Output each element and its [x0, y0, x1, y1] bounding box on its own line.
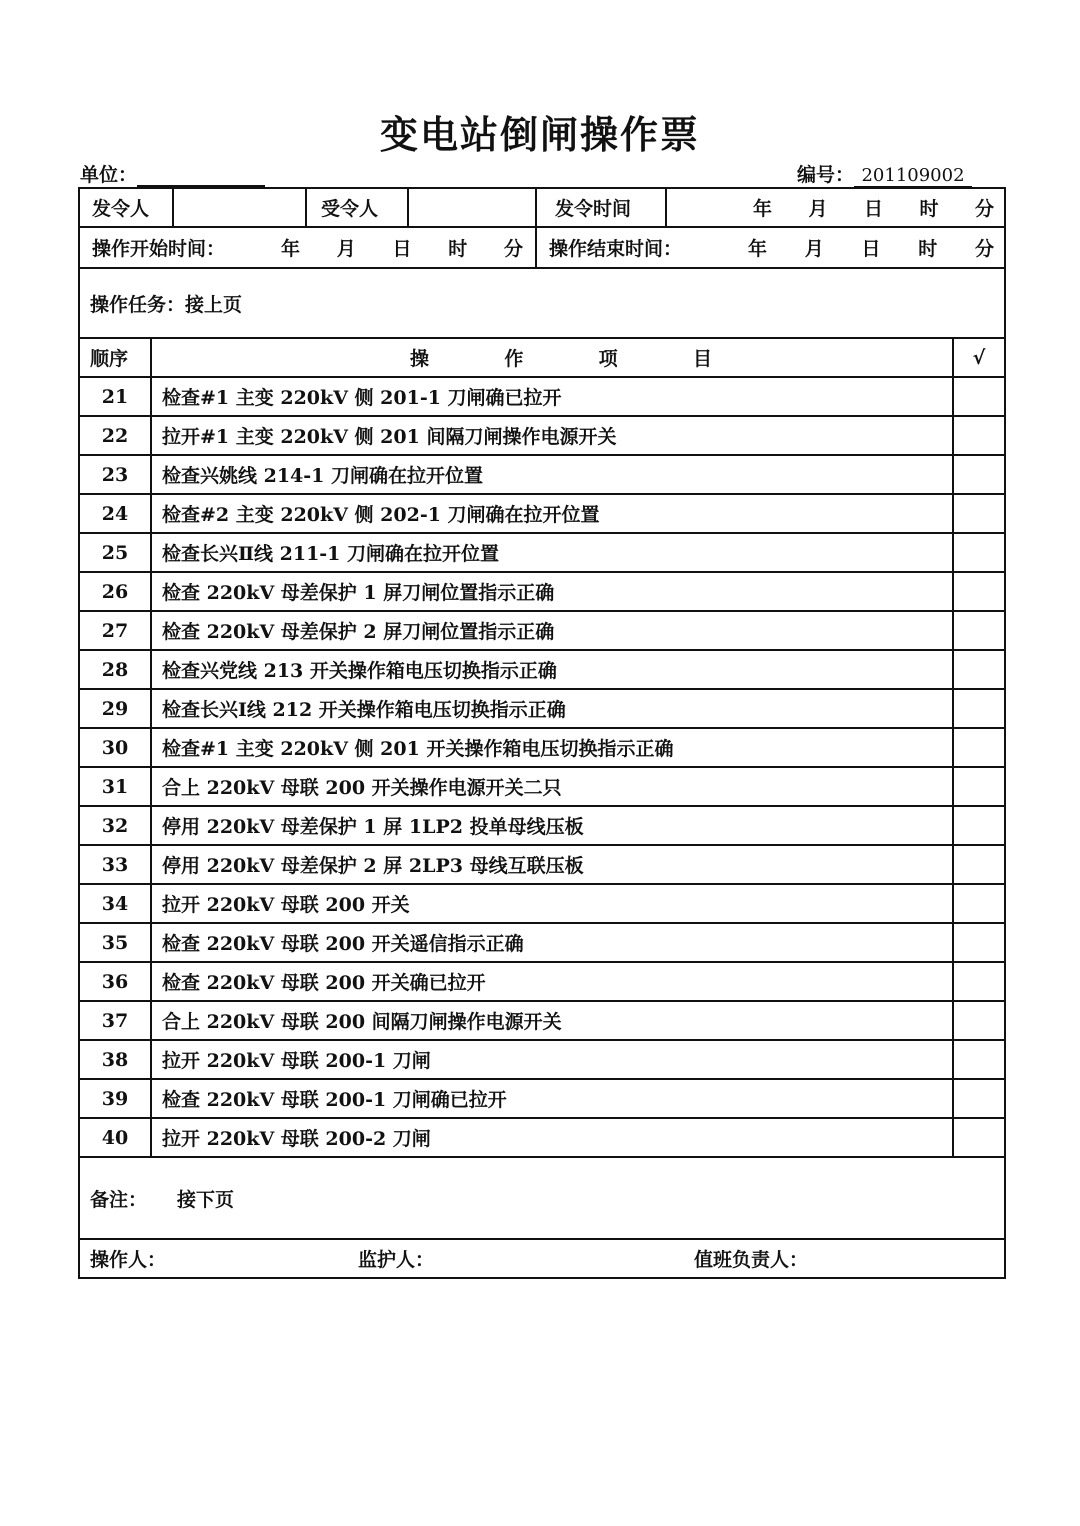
row-seq: 31 [79, 767, 151, 806]
row-seq: 25 [79, 533, 151, 572]
table-row [79, 1040, 1005, 1079]
year-unit: 年 [753, 198, 773, 220]
table-row [79, 728, 1005, 767]
row-check-box[interactable] [953, 1001, 1005, 1040]
row-item-text: 检查 220kV 母差保护 1 屏刀闸位置指示正确 [151, 572, 953, 611]
row-seq: 23 [79, 455, 151, 494]
unit-label: 单位： [80, 164, 138, 186]
row-item-text: 检查 220kV 母联 200 开关遥信指示正确 [151, 923, 953, 962]
row-check-box[interactable] [953, 884, 1005, 923]
day-unit: 日 [392, 238, 412, 260]
row-item-text: 合上 220kV 母联 200 间隔刀闸操作电源开关 [151, 1001, 953, 1040]
row-seq: 39 [79, 1079, 151, 1118]
time-row [80, 228, 1006, 267]
issuer-label: 发令人 [80, 189, 173, 226]
row-item-text: 检查 220kV 母差保护 2 屏刀闸位置指示正确 [151, 611, 953, 650]
table-row [79, 650, 1005, 689]
page-title: 变电站倒闸操作票 [379, 113, 700, 157]
row-check-box[interactable] [953, 455, 1005, 494]
row-check-box[interactable] [953, 1118, 1005, 1157]
duty-head-label: 值班负责人： [694, 1249, 809, 1271]
row-item-text: 拉开 220kV 母联 200 开关 [151, 884, 953, 923]
item-header-char: 操 [410, 348, 430, 370]
row-seq: 27 [79, 611, 151, 650]
row-check-box[interactable] [953, 494, 1005, 533]
table-row [79, 806, 1005, 845]
row-check-box[interactable] [953, 767, 1005, 806]
row-seq: 35 [79, 923, 151, 962]
table-row [79, 767, 1005, 806]
table-row [79, 533, 1005, 572]
row-check-box[interactable] [953, 845, 1005, 884]
row-item-text: 检查#1 主变 220kV 侧 201 开关操作箱电压切换指示正确 [151, 728, 953, 767]
table-row [79, 962, 1005, 1001]
table-row [79, 377, 1005, 416]
row-item-text: 合上 220kV 母联 200 开关操作电源开关二只 [151, 767, 953, 806]
month-unit: 月 [804, 238, 824, 260]
signature-row [79, 1239, 1005, 1278]
end-time-label: 操作结束时间： [549, 238, 683, 260]
row-seq: 30 [79, 728, 151, 767]
row-check-box[interactable] [953, 1040, 1005, 1079]
table-row [79, 494, 1005, 533]
check-header: √ [953, 338, 1005, 377]
table-row [79, 1079, 1005, 1118]
table-row [79, 689, 1005, 728]
item-header-char: 作 [504, 348, 524, 370]
month-unit: 月 [808, 198, 828, 220]
issue-time-label: 发令时间 [536, 189, 666, 226]
hour-unit: 时 [919, 198, 939, 220]
number-label: 编号： [797, 164, 855, 186]
table-row [79, 416, 1005, 455]
receiver-label: 受令人 [306, 189, 408, 226]
row-seq: 40 [79, 1118, 151, 1157]
day-unit: 日 [861, 238, 881, 260]
month-unit: 月 [336, 238, 356, 260]
row-item-text: 检查#1 主变 220kV 侧 201-1 刀闸确已拉开 [151, 377, 953, 416]
row-item-text: 拉开 220kV 母联 200-2 刀闸 [151, 1118, 953, 1157]
row-check-box[interactable] [953, 377, 1005, 416]
row-check-box[interactable] [953, 650, 1005, 689]
row-item-text: 检查 220kV 母联 200-1 刀闸确已拉开 [151, 1079, 953, 1118]
day-unit: 日 [863, 198, 883, 220]
row-seq: 21 [79, 377, 151, 416]
task-value: 接上页 [185, 293, 243, 316]
item-header-char: 项 [598, 348, 618, 370]
row-seq: 29 [79, 689, 151, 728]
row-check-box[interactable] [953, 962, 1005, 1001]
row-seq: 34 [79, 884, 151, 923]
row-check-box[interactable] [953, 611, 1005, 650]
table-row [79, 455, 1005, 494]
table-row [79, 1118, 1005, 1157]
receiver-value[interactable] [408, 189, 536, 226]
row-seq: 26 [79, 572, 151, 611]
row-seq: 33 [79, 845, 151, 884]
minute-unit: 分 [974, 238, 994, 260]
supervisor-label: 监护人： [358, 1249, 435, 1271]
number-value: 201109002 [854, 165, 972, 188]
row-seq: 32 [79, 806, 151, 845]
issue-row [80, 189, 1006, 226]
table-row [79, 611, 1005, 650]
task-label: 操作任务： [90, 293, 186, 316]
unit-blank[interactable] [137, 165, 265, 187]
issue-time-value[interactable] [666, 189, 1006, 226]
row-seq: 36 [79, 962, 151, 1001]
task-field[interactable] [79, 268, 1005, 338]
row-item-text: 检查兴党线 213 开关操作箱电压切换指示正确 [151, 650, 953, 689]
hour-unit: 时 [448, 238, 468, 260]
row-item-text: 拉开#1 主变 220kV 侧 201 间隔刀闸操作电源开关 [151, 416, 953, 455]
row-check-box[interactable] [953, 1079, 1005, 1118]
row-check-box[interactable] [953, 416, 1005, 455]
row-seq: 28 [79, 650, 151, 689]
unit-field [80, 160, 265, 187]
row-item-text: 检查长兴Ⅰ线 212 开关操作箱电压切换指示正确 [151, 689, 953, 728]
row-seq: 37 [79, 1001, 151, 1040]
row-item-text: 检查长兴Ⅱ线 211-1 刀闸确在拉开位置 [151, 533, 953, 572]
table-row [79, 923, 1005, 962]
row-seq: 24 [79, 494, 151, 533]
issuer-value[interactable] [173, 189, 306, 226]
table-row [79, 845, 1005, 884]
row-item-text: 停用 220kV 母差保护 1 屏 1LP2 投单母线压板 [151, 806, 953, 845]
start-time-field[interactable] [80, 228, 536, 267]
row-seq: 38 [79, 1040, 151, 1079]
operation-ticket-table [78, 187, 1006, 1279]
row-check-box[interactable] [953, 728, 1005, 767]
row-item-text: 检查兴姚线 214-1 刀闸确在拉开位置 [151, 455, 953, 494]
year-unit: 年 [748, 238, 768, 260]
minute-unit: 分 [974, 198, 994, 220]
year-unit: 年 [281, 238, 301, 260]
row-check-box[interactable] [953, 533, 1005, 572]
row-check-box[interactable] [953, 923, 1005, 962]
row-check-box[interactable] [953, 572, 1005, 611]
row-check-box[interactable] [953, 806, 1005, 845]
table-row [79, 572, 1005, 611]
row-check-box[interactable] [953, 689, 1005, 728]
item-header-char: 目 [692, 348, 712, 370]
table-row [79, 884, 1005, 923]
row-item-text: 拉开 220kV 母联 200-1 刀闸 [151, 1040, 953, 1079]
row-item-text: 检查 220kV 母联 200 开关确已拉开 [151, 962, 953, 1001]
number-field [797, 160, 972, 188]
operation-items [79, 377, 1005, 1157]
operator-label: 操作人： [90, 1249, 167, 1271]
remark-label: 备注： [90, 1188, 148, 1211]
end-time-field[interactable] [536, 228, 1006, 267]
minute-unit: 分 [503, 238, 523, 260]
hour-unit: 时 [918, 238, 938, 260]
row-item-text: 停用 220kV 母差保护 2 屏 2LP3 母线互联压板 [151, 845, 953, 884]
remark-field[interactable] [79, 1157, 1005, 1239]
row-item-text: 检查#2 主变 220kV 侧 202-1 刀闸确在拉开位置 [151, 494, 953, 533]
start-time-label: 操作开始时间： [92, 238, 226, 260]
table-row [79, 1001, 1005, 1040]
item-header [151, 338, 953, 377]
seq-header: 顺序 [79, 338, 151, 377]
remark-value: 接下页 [177, 1188, 235, 1211]
row-seq: 22 [79, 416, 151, 455]
